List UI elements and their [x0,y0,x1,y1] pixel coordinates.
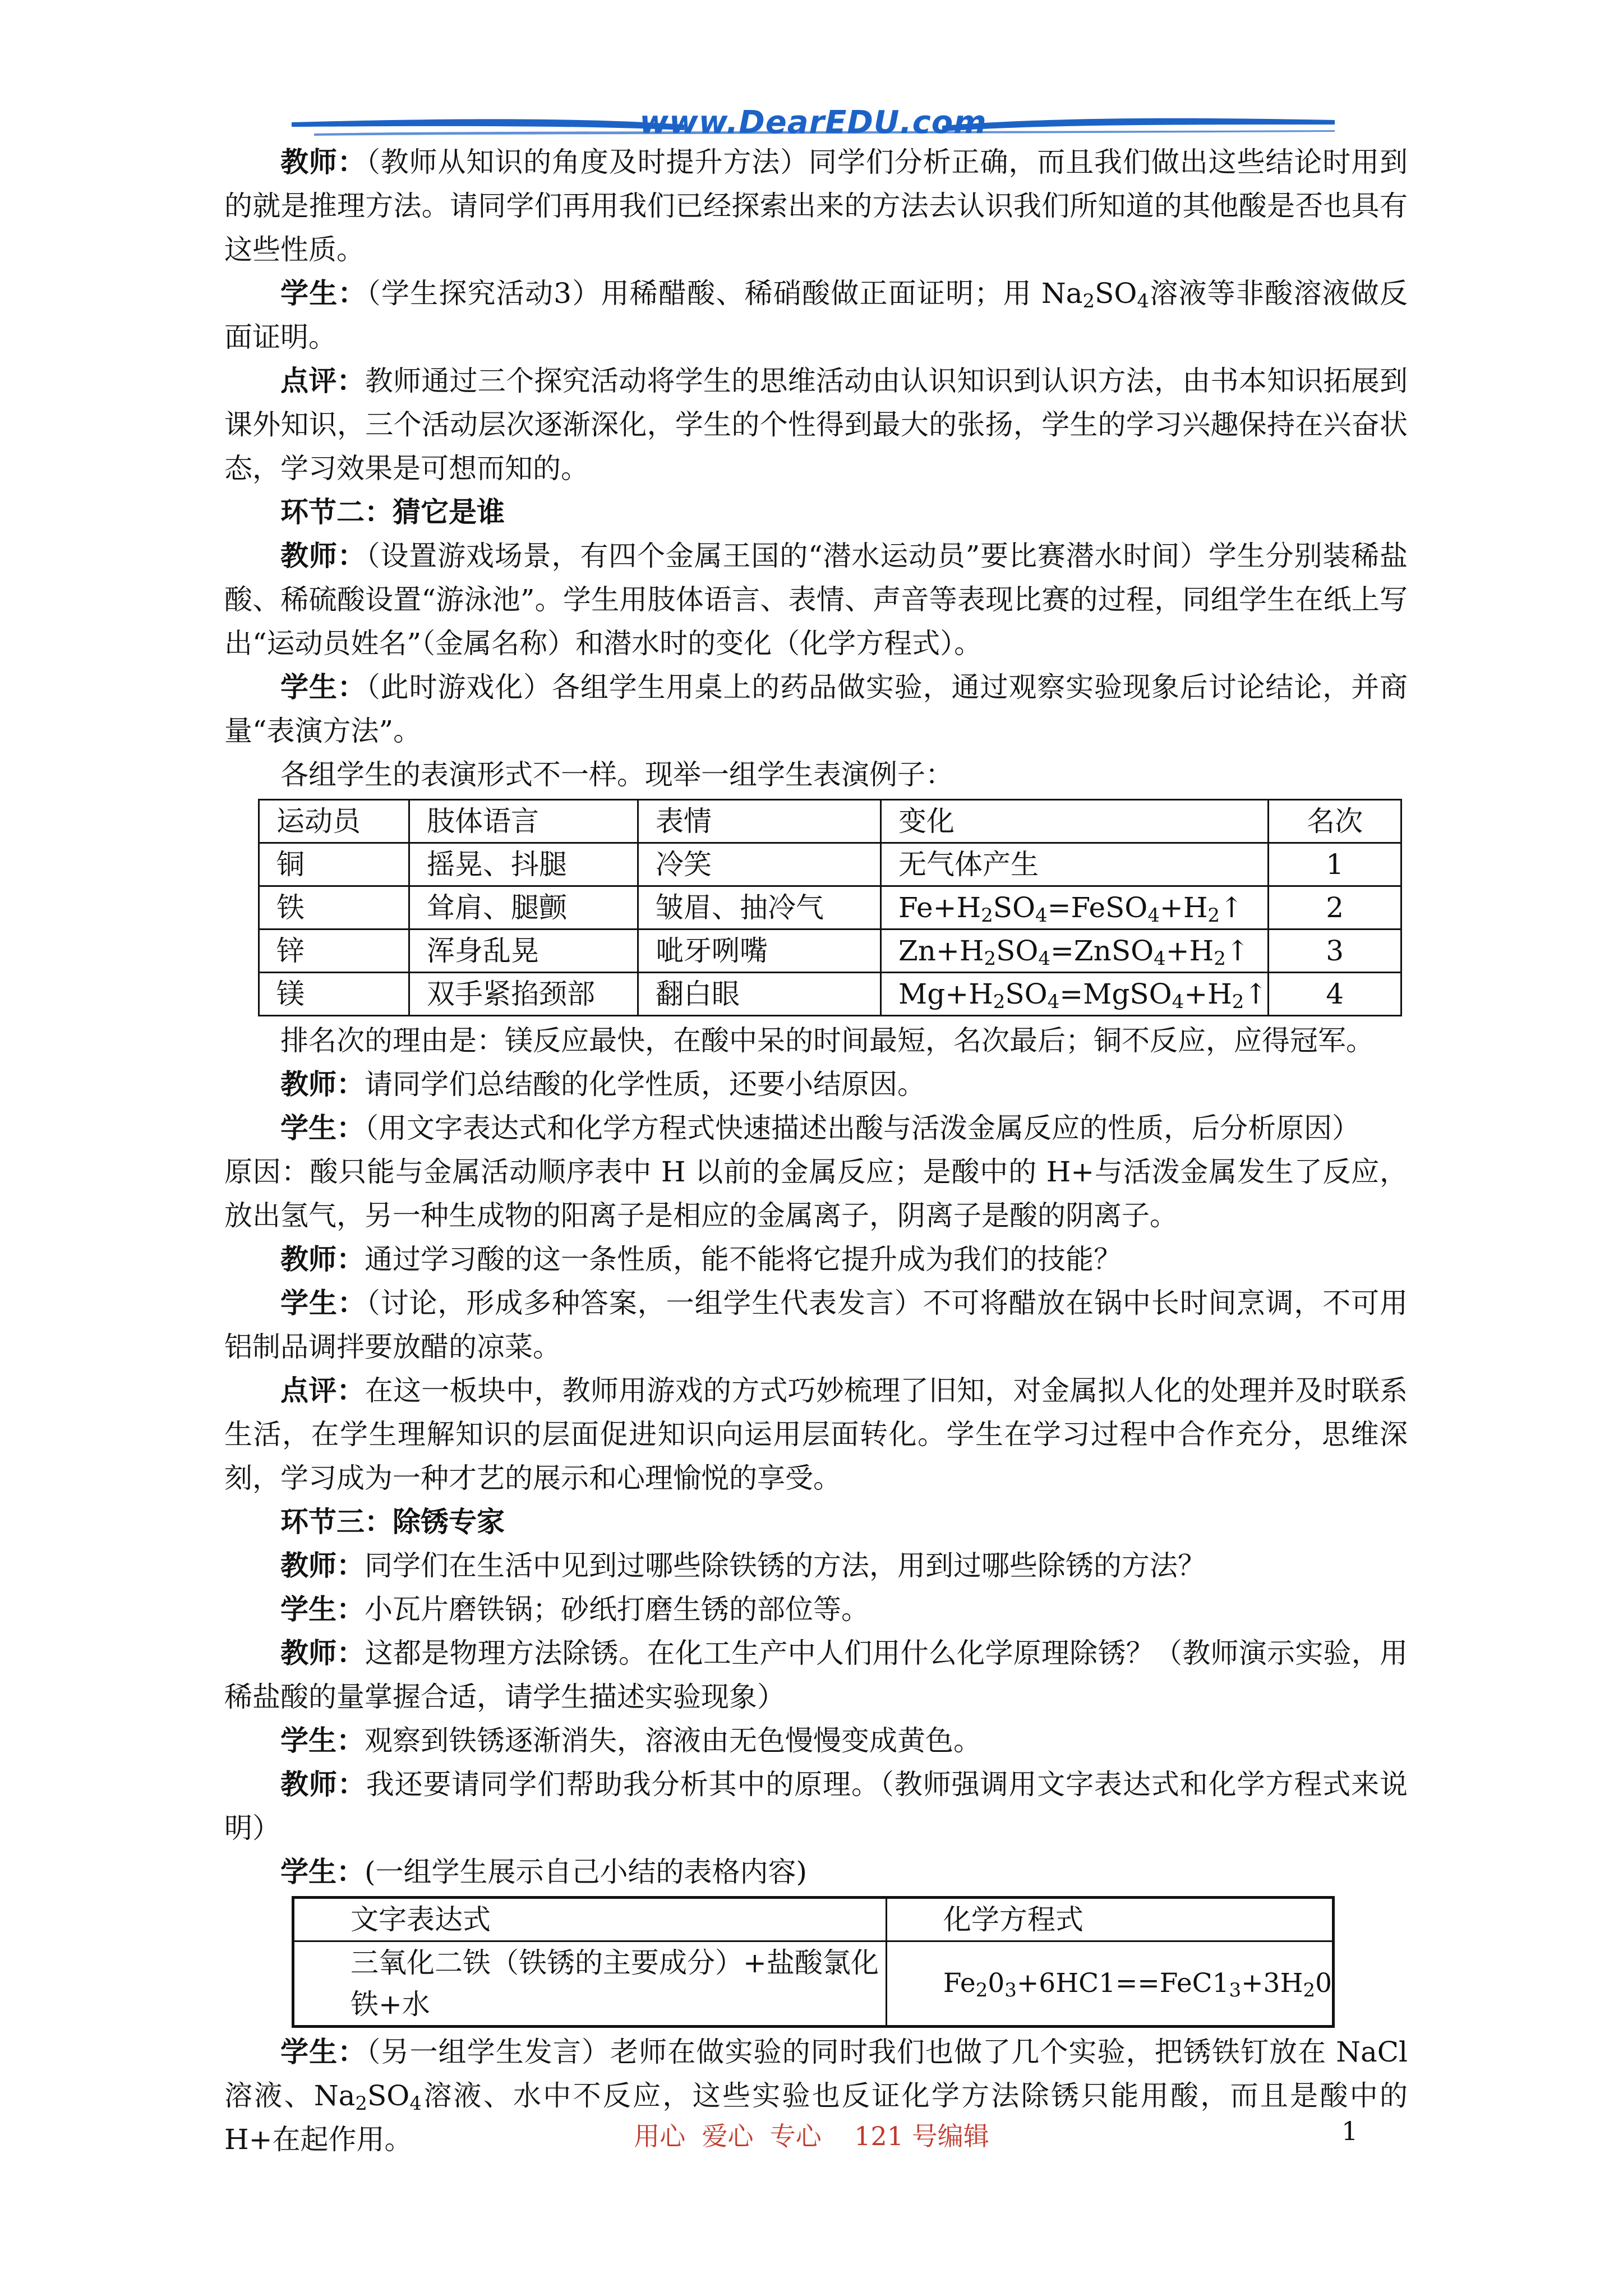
speaker-label: 教师： [280,539,366,572]
eq-part: +3H [1241,1968,1303,1999]
paragraph-text: 教师通过三个探究活动将学生的思维活动由认识知识到认识方法，由书本知识拓展到课外知识，三个活动层次逐渐深化，学生的个性得到最大的张扬，学生的学习兴趣保持在兴奋状态，学习效果是可想而知的。 [224,365,1408,485]
table-row [259,886,1401,930]
table-row [259,973,1401,1016]
subscript: 4 [1038,947,1050,970]
paragraph [224,1062,1408,1106]
table-cell: 3 [1269,930,1401,973]
document-body [224,140,1408,2161]
speaker-label: 教师： [280,1068,365,1101]
table-cell: 铜 [259,843,409,886]
table-cell: 2 [1269,886,1401,930]
table-header: 化学方程式 [886,1898,1333,1941]
eq-part: =ZnSO [1050,935,1154,967]
eq-part: SO [1005,978,1048,1010]
paragraph [224,1281,1408,1369]
table-intro: 各组学生的表演形式不一样。现举一组学生表演例子： [280,758,953,791]
table-header: 肢体语言 [409,800,638,843]
equation-cell [881,973,1269,1016]
subscript: 4 [1137,290,1150,312]
paragraph-text: 通过学习酸的这一条性质，能不能将它提升成为我们的技能？ [365,1243,1122,1276]
speaker-label: 教师： [280,145,366,178]
site-url: www.DearEDU.com [639,104,987,141]
subscript: 4 [1147,904,1160,927]
paragraph-text: 排名次的理由是：镁反应最快，在酸中呆的时间最短，名次最后；铜不反应，应得冠军。 [280,1024,1374,1057]
table-cell: 1 [1269,843,1401,886]
paragraph-text: （用文字表达式和化学方程式快速描述出酸与活泼金属反应的性质，后分析原因） [365,1112,1360,1144]
table-cell: 耸肩、腿颤 [409,886,638,930]
speaker-label: 教师： [280,1549,365,1582]
subscript: 2 [975,1979,988,2001]
table-cell: 4 [1269,973,1401,1016]
eq-part: SO [993,891,1035,924]
subscript: 2 [355,2092,368,2115]
paragraph-text: 观察到铁锈逐渐消失，溶液由无色慢慢变成黄色。 [365,1724,981,1757]
subscript: 2 [1214,947,1226,970]
formula-part: SO [1095,277,1137,310]
paragraph [224,534,1408,665]
eq-part: =MgSO [1059,978,1172,1010]
paragraph [224,1106,1408,1150]
eq-part: Fe [943,1968,976,1999]
paragraph-text: 溶液、水中不反应，这些实验也反证化学方法除锈只能用酸，而且是酸中的 H+在起作用。 [224,2079,1408,2156]
table-row [259,930,1401,973]
paragraph-text: （设置游戏场景，有四个金属王国的“潜水运动员”要比赛潜水时间）学生分别装稀盐酸、稀硫酸设置“游泳池”。学生用肢体语言、表情、声音等表现比赛的过程，同组学生在纸上写出“运动员姓名”（金属名称）和潜水时的变化（化学方程式）。 [224,540,1408,660]
paragraph-text: 请同学们总结酸的化学性质，还要小结原因。 [365,1068,925,1101]
paragraph [224,665,1408,753]
subscript: 4 [1172,991,1184,1013]
subscript: 4 [1047,991,1060,1013]
paragraph-text: （此时游戏化）各组学生用桌上的药品做实验，通过观察实验现象后讨论结论，并商量“表演方法”。 [224,671,1408,747]
paragraph [224,1019,1408,1062]
subscript: 2 [1082,290,1095,312]
eq-part: +H [1159,891,1208,924]
subscript: 2 [1207,904,1220,927]
paragraph [224,359,1408,490]
speaker-label: 学生： [280,1111,365,1144]
paragraph-text: （学生探究活动3）用稀醋酸、稀硝酸做正面证明；用 Na [366,277,1083,310]
table-header: 运动员 [259,800,409,843]
eq-part: +6HC1==FeC1 [1016,1968,1229,1999]
paragraph [224,1631,1408,1719]
paragraph [224,1369,1408,1500]
table-cell: 铁 [259,886,409,930]
speaker-label: 学生： [280,1593,365,1626]
metal: Mg [898,978,946,1010]
table-header-row [259,800,1401,843]
paragraph [224,140,1408,272]
up-arrow-icon: ↑ [1220,891,1243,924]
speaker-label: 学生： [280,2035,367,2068]
equation-cell [886,1941,1333,2027]
table-cell: 摇晃、抖腿 [409,843,638,886]
table-cell: 皱眉、抽冷气 [638,886,881,930]
paragraph: 原因：酸只能与金属活动顺序表中 H 以前的金属反应；是酸中的 H+与活泼金属发生了反应，放出氢气，另一种生成物的阳离子是相应的金属离子，阴离子是酸的阴离子。 [224,1156,1408,1232]
table-cell: 呲牙咧嘴 [638,930,881,973]
up-arrow-icon: ↑ [1225,935,1249,967]
metal: Zn [898,935,936,967]
up-arrow-icon: ↑ [1244,978,1268,1010]
formula-part: SO [367,2079,410,2112]
speaker-label: 点评： [280,1374,365,1407]
eq-part: +H [945,978,993,1010]
eq-part: 0 [988,1968,1005,1999]
paragraph [224,1763,1408,1850]
speaker-label: 教师： [280,1243,365,1276]
paragraph [224,1237,1408,1281]
eq-part: 0 [1315,1968,1332,1999]
table-header: 名次 [1269,800,1401,843]
speaker-label: 点评： [280,364,365,397]
paragraph [224,1588,1408,1631]
paragraph [224,272,1408,359]
metal: Fe [898,891,933,924]
table-cell: 镁 [259,973,409,1016]
eq-part: +H [1184,978,1232,1010]
speaker-label: 学生： [280,1855,365,1888]
table-header: 表情 [638,800,881,843]
table-cell: 三氧化二铁（铁锈的主要成分）+盐酸氯化铁+水 [293,1941,887,2027]
speaker-label: 学生： [280,1286,366,1319]
table-row [293,1941,1334,2027]
table-cell: 冷笑 [638,843,881,886]
table-cell: 锌 [259,930,409,973]
subscript: 3 [1004,1979,1017,2001]
eq-part: SO [996,935,1039,967]
equation-cell [881,930,1269,973]
subscript: 2 [1232,991,1244,1013]
table-cell: 浑身乱晃 [409,930,638,973]
rust-removal-table [292,1896,1335,2028]
paragraph-text: 同学们在生活中见到过哪些除铁锈的方法，用到过哪些除锈的方法？ [365,1549,1206,1582]
subscript: 3 [1229,1979,1242,2001]
subscript: 2 [984,947,997,970]
page-number: 1 [1341,2116,1358,2146]
subscript: 2 [981,904,993,927]
paragraph-text: （另一组学生发言）老师在做实验的同时我们也做了几个实验，把锈铁钉放在 NaCl 溶液、Na [224,2036,1408,2112]
paragraph-text: （讨论，形成多种答案，一组学生代表发言）不可将醋放在锅中长时间烹调，不可用铝制品调拌要放醋的凉菜。 [224,1287,1408,1363]
speaker-label: 学生： [280,277,367,310]
subscript: 2 [993,991,1006,1013]
eq-part: +H [1165,935,1214,967]
table-header-row [293,1898,1334,1941]
speaker-label: 学生： [280,670,366,703]
paragraph [224,1719,1408,1763]
eq-part: =FeSO [1047,891,1148,924]
table-cell: 无气体产生 [881,843,1269,886]
paragraph-text: (一组学生展示自己小结的表格内容) [365,1856,808,1888]
eq-part: +H [935,935,984,967]
paragraph-text: 在这一板块中，教师用游戏的方式巧妙梳理了旧知，对金属拟人化的处理并及时联系生活，在学生理解知识的层面促进知识向运用层面转化。学生在学习过程中合作充分，思维深刻，学习成为一种才艺的展示和心理愉悦的享受。 [224,1374,1408,1494]
table-cell: 双手紧掐颈部 [409,973,638,1016]
eq-part: +H [933,891,981,924]
table-cell: 翻白眼 [638,973,881,1016]
equation-cell [881,886,1269,930]
table-header: 变化 [881,800,1269,843]
section-heading: 环节三：除锈专家 [280,1505,505,1538]
paragraph-text: 溶液等非酸溶液做反面证明。 [224,277,1408,353]
speaker-label: 教师： [280,1768,366,1801]
paragraph-text: 我还要请同学们帮助我分析其中的原理。（教师强调用文字表达式和化学方程式来说明） [224,1768,1408,1844]
speaker-label: 教师： [280,1636,365,1669]
paragraph [224,1850,1408,1894]
paragraph-text: 小瓦片磨铁锅；砂纸打磨生锈的部位等。 [365,1593,869,1626]
footer-text: 用心 爱心 专心 121 号编辑 [634,2121,989,2151]
page-footer [0,2116,1623,2153]
paragraph-text: 这都是物理方法除锈。在化工生产中人们用什么化学原理除锈？（教师演示实验，用稀盐酸的量掌握合适，请学生描述实验现象） [224,1637,1408,1713]
speaker-label: 学生： [280,1724,365,1757]
table-row [259,843,1401,886]
subscript: 4 [1035,904,1048,927]
subscript: 4 [409,2092,422,2115]
paragraph-text: （教师从知识的角度及时提升方法）同学们分析正确，而且我们做出这些结论时用到的就是推理方法。请同学们再用我们已经探索出来的方法去认识我们所知道的其他酸是否也具有这些性质。 [224,146,1408,266]
paragraph [224,1544,1408,1588]
performance-table [258,799,1402,1016]
subscript: 4 [1154,947,1166,970]
subscript: 2 [1303,1979,1316,2001]
table-header: 文字表达式 [293,1898,887,1941]
section-heading: 环节二：猜它是谁 [280,495,505,528]
